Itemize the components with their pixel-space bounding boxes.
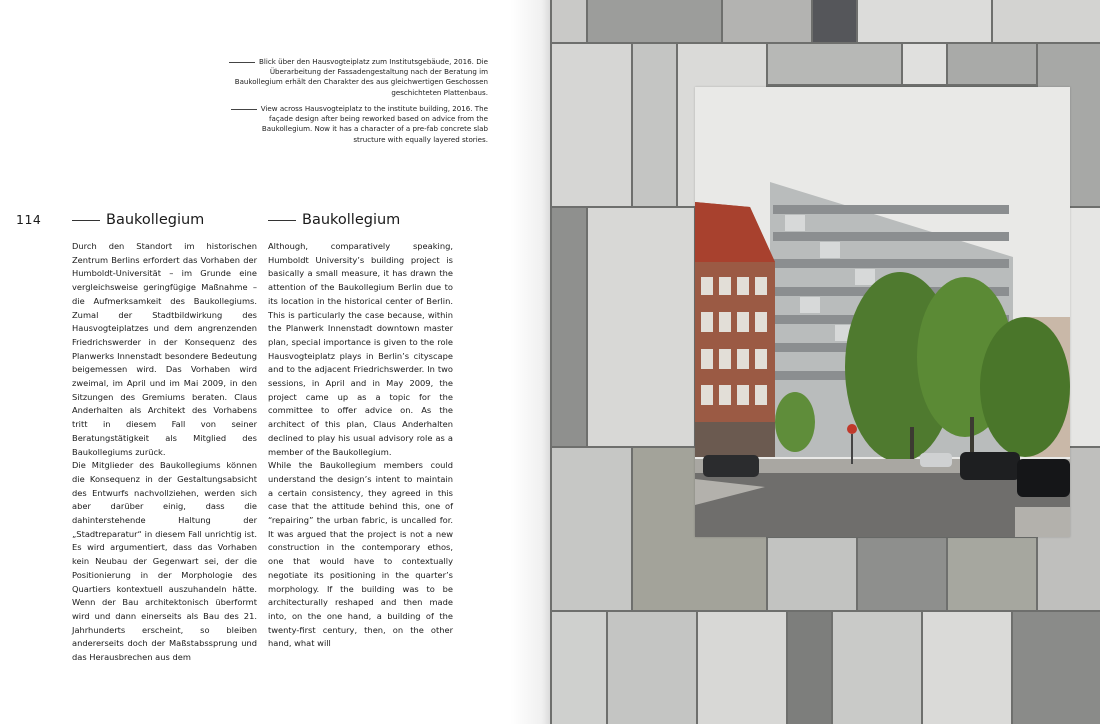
heading-german: [72, 212, 204, 228]
facade-panel: [993, 0, 1100, 42]
paragraph: Durch den Standort im historischen Zentrum Berlins erfordert das Vorhaben der Humboldt-Universität – im Grunde eine vergleichsweise geringfügige Maßnahme – die Aufmerksamkeit des Baukollegiums. Zumal der Stadtbildwirkung des Hausvogteiplatzes und dem angrenzenden Friedrichswerder in der Konsequenz des Planwerks Innenstadt besondere Bedeutung beigemessen wird. Das Vorhaben wird zweimal, im April und im Mai 2009, in den Sitzungen des Gremiums beraten. Claus Anderhalten als Architekt des Vorhabens tritt in diesem Fall von seiner Beratungstätigkeit als Mitglied des Baukollegiums zurück.: [72, 241, 257, 457]
facade-panel: [1013, 612, 1100, 724]
facade-panel: [903, 44, 946, 84]
paragraph: While the Baukollegium members could understand the design’s intent to maintain a certain consistency, they agreed in this case that the attitude behind this, one of “repairing” the urban fabric, is uncalled for. It was argued that the project is not a new construction in the contemporary ethos, one that would have to contextually negotiate its positioning in the quarter’s morphology. If the building was to be architecturally reshaped and then made into, on the one hand, a building of the twenty-first century, then, on the other hand, what will: [268, 460, 453, 649]
facade-panel: [833, 612, 921, 724]
paragraph: Although, comparatively speaking, Humboldt University’s building project is basically a small measure, it has drawn the attention of the Baukollegium Berlin due to its location in the historical center of Berlin. This is particularly the case because, within the Planwerk Innenstadt downtown master plan, special importance is given to the role Hausvogteiplatz plays in Berlin’s cityscape and to the adjacent Friedrichswerder. In two sessions, in April and in May 2009, the project came up as a topic for the committee to offer advice on. As the architect of this plan, Claus Anderhalten declined to play his usual advisory role as a member of the Baukollegium.: [268, 241, 453, 457]
heading-dash: [72, 220, 100, 221]
facade-panel: [588, 208, 694, 446]
facade-panel: [858, 538, 946, 610]
facade-panel: [552, 208, 586, 446]
paragraph: Die Mitglieder des Baukollegiums können die Konsequenz in der Gestaltungsabsicht des Entwurfs nachvollziehen, werden sich aber darüber einig, dass die dahinterstehende Haltung der „Stadtreparatur“ in diesem Fall unrichtig ist. Es wird argumentiert, dass das Vorhaben kein Neubau der Gegenwart sei, der die Positionierung in der Morphologie des Quartiers kontextuell auszuhandeln hätte. Wenn der Bau architektonisch überformt wird und dann einerseits als Bau des 21. Jahrhunderts erscheint, so bleiben andererseits doch der Maßstabssprung und das Herausbrechen aus dem: [72, 460, 257, 663]
body-column-english: [268, 240, 453, 651]
facade-panel: [633, 44, 676, 206]
caption-dash: [231, 109, 257, 110]
facade-panel: [948, 538, 1036, 610]
facade-panel: [768, 538, 856, 610]
facade-panel: [552, 612, 606, 724]
building-photo: [695, 87, 1070, 537]
heading-de-text: Baukollegium: [106, 212, 205, 228]
page-number: 114: [16, 212, 42, 227]
photo-caption-german: [228, 57, 488, 98]
photo-caption-english: [228, 104, 488, 145]
facade-panel: [1070, 208, 1100, 446]
heading-en-text: Baukollegium: [302, 212, 401, 228]
facade-panel: [552, 44, 631, 206]
facade-panel: [768, 44, 901, 84]
facade-panel: [552, 448, 631, 610]
facade-panel: [588, 0, 721, 42]
facade-panel: [723, 0, 811, 42]
heading-dash: [268, 220, 296, 221]
facade-panel: [923, 612, 1011, 724]
facade-panel: [813, 0, 856, 42]
facade-panel: [698, 612, 786, 724]
caption-dash: [229, 62, 255, 63]
caption-en-text: View across Hausvogteiplatz to the institute building, 2016. The façade design after being reworked based on advice from the Baukollegium. Now it has a character of a pre-fab concrete slab structure with equally layered stories.: [260, 104, 488, 144]
facade-panel: [858, 0, 991, 42]
facade-panel: [788, 612, 831, 724]
heading-english: [268, 212, 400, 228]
facade-panel: [608, 612, 696, 724]
body-column-german: [72, 240, 257, 665]
facade-panel: [552, 0, 586, 42]
facade-panel: [948, 44, 1036, 84]
book-gutter-shadow: [510, 0, 550, 724]
caption-de-text: Blick über den Hausvogteiplatz zum Institutsgebäude, 2016. Die Überarbeitung der Fassadengestaltung nach der Beratung im Baukollegium erhält den Charakter des aus gleichwertigen Geschossen geschichteten Plattenbaus.: [234, 57, 488, 97]
